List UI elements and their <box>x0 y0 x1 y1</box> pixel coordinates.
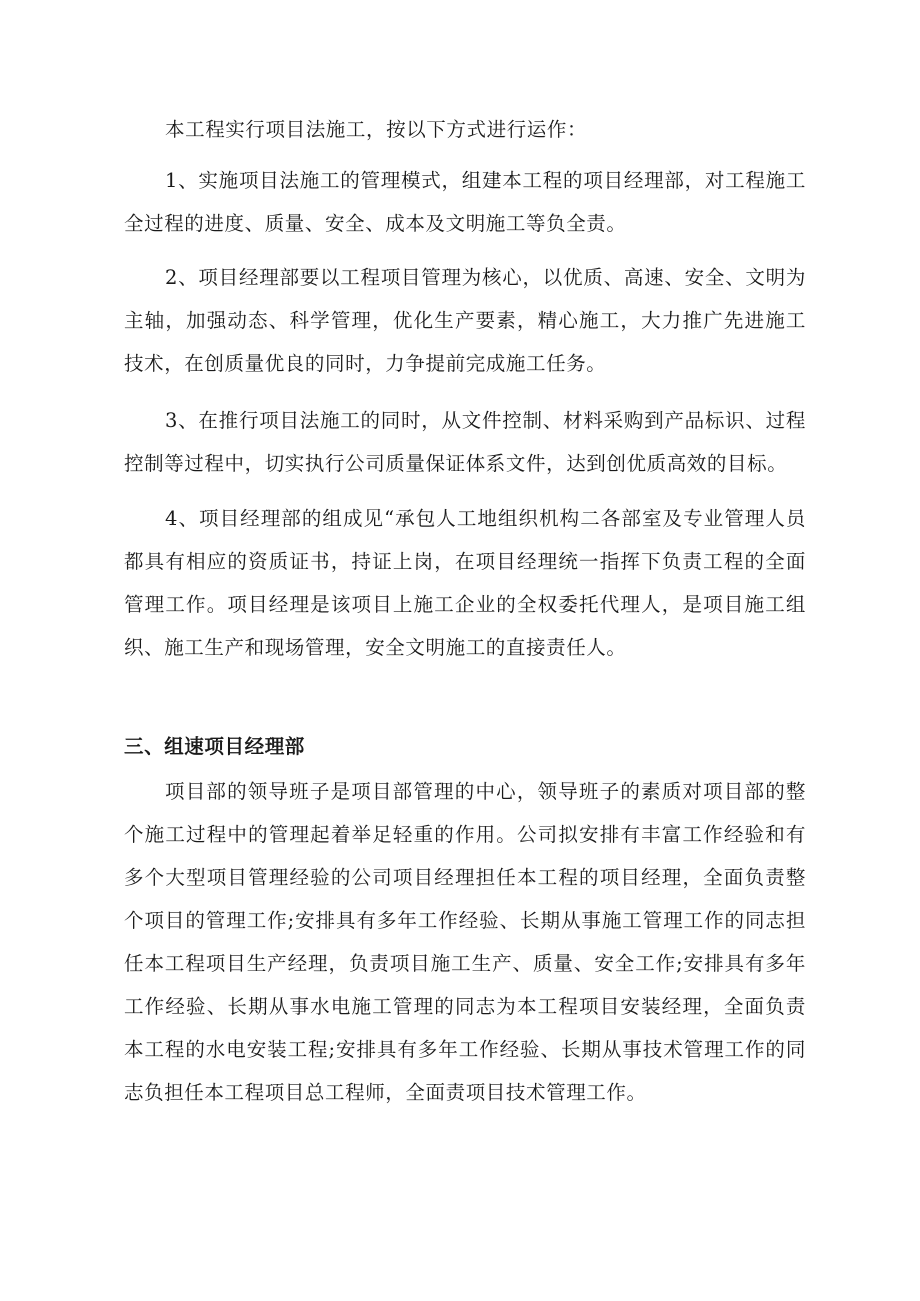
section-body-paragraph: 项目部的领导班子是项目部管理的中心，领导班子的素质对项目部的整个施工过程中的管理起着举足轻重的作用。公司拟安排有丰富工作经验和有多个大型项目管理经验的公司项目经理担任本工程的项目经理，全面负责整个项目的管理工作;安排具有多年工作经验、长期从事施工管理工作的同志担任本工程项目生产经理，负责项目施工生产、质量、安全工作;安排具有多年工作经验、长期从事水电施工管理的同志为本工程项目安装经理，全面负责本工程的水电安装工程;安排具有多年工作经验、长期从事技术管理工作的同志负担任本工程项目总工程师，全面责项目技术管理工作。 <box>124 780 806 1104</box>
section-heading: 三、组速项目经理部 <box>124 735 305 758</box>
item-1-paragraph: 1、实施项目法施工的管理模式，组建本工程的项目经理部，对工程施工全过程的进度、质量、安全、成本及文明施工等负全责。 <box>124 169 806 235</box>
item-2-paragraph: 2、项目经理部要以工程项目管理为核心，以优质、高速、安全、文明为主轴，加强动态、科学管理，优化生产要素，精心施工，大力推广先进施工技术，在创质量优良的同时，力争提前完成施工任务。 <box>124 266 806 375</box>
intro-paragraph: 本工程实行项目法施工，按以下方式进行运作： <box>165 118 588 141</box>
item-4-paragraph: 4、项目经理部的组成见“承包人工地组织机构二各部室及专业管理人员都具有相应的资质证书，持证上岗，在项目经理统一指挥下负责工程的全面管理工作。项目经理是该项目上施工企业的全权委托代理人，是项目施工组织、施工生产和现场管理，安全文明施工的直接责任人。 <box>124 507 806 659</box>
item-3-paragraph: 3、在推行项目法施工的同时，从文件控制、材料采购到产品标识、过程控制等过程中，切实执行公司质量保证体系文件，达到创优质高效的目标。 <box>124 409 806 475</box>
